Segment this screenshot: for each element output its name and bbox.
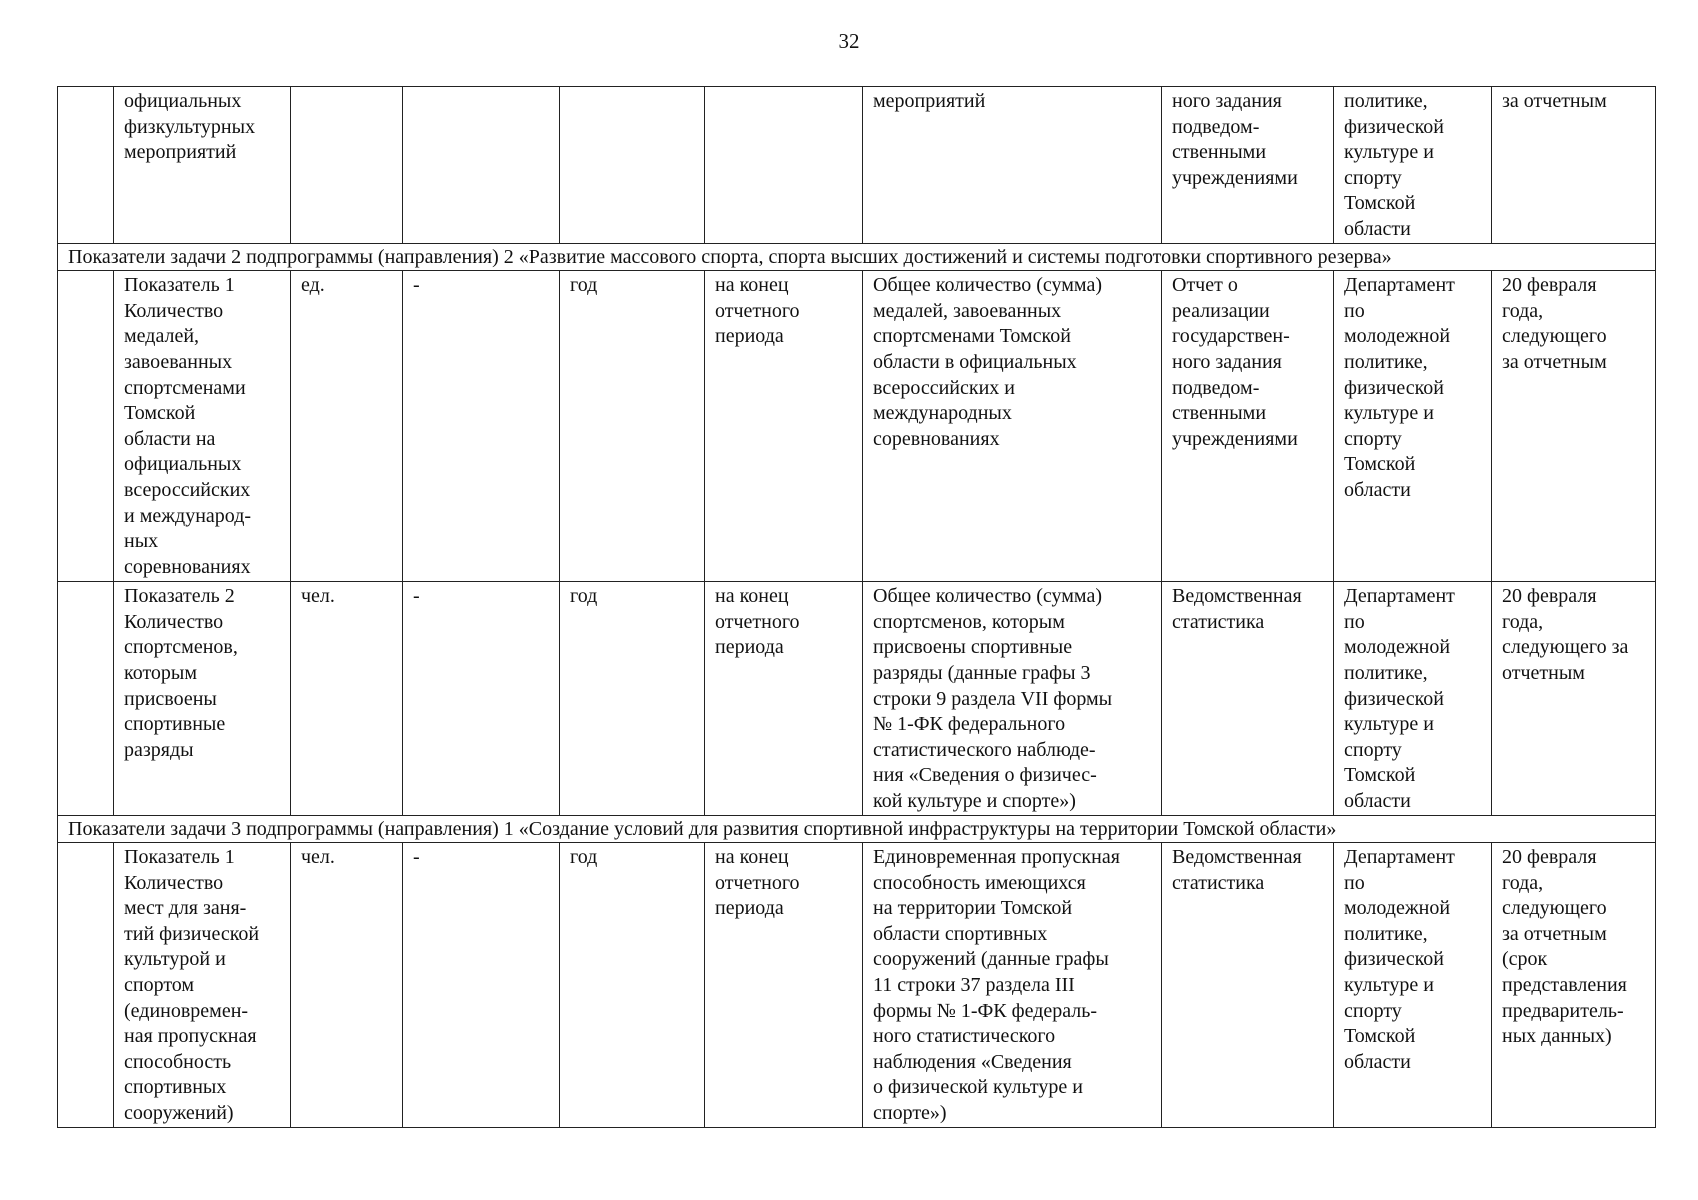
section-title: Показатели задачи 3 подпрограммы (направления) 1 «Создание условий для развития спортивной инфраструктуры на территории Томской области» <box>58 815 1656 843</box>
periodicity-cell: год <box>560 843 705 1128</box>
section-title: Показатели задачи 2 подпрограммы (направления) 2 «Развитие массового спорта, спорта высших достижений и системы подготовки спортивного резерва» <box>58 243 1656 271</box>
method-cell: Единовременная пропускная способность имеющихся на территории Томской области спортивных сооружений (данные графы 11 строки 37 раздела III формы № 1-ФК федераль- ного статистического наблюдения «Сведения о физической культуре и спорте») <box>863 843 1162 1128</box>
time-cell <box>705 87 863 244</box>
table-row <box>58 582 1656 815</box>
responsible-cell: политике, физической культуре и спорту Томской области <box>1334 87 1492 244</box>
time-cell: на конец отчетного периода <box>705 271 863 582</box>
section-header-row <box>58 815 1656 843</box>
row-number-cell <box>58 843 114 1128</box>
source-cell: Ведомственная статистика <box>1162 582 1334 815</box>
responsible-cell: Департамент по молодежной политике, физической культуре и спорту Томской области <box>1334 271 1492 582</box>
section-header-row <box>58 243 1656 271</box>
row-number-cell <box>58 271 114 582</box>
method-cell: Общее количество (сумма) спортсменов, которым присвоены спортивные разряды (данные графы 3 строки 9 раздела VII формы № 1-ФК федерального статистического наблюде- ния «Сведения о физичес- кой культуре и спорте») <box>863 582 1162 815</box>
table-row <box>58 271 1656 582</box>
indicator-cell: Показатель 1 Количество мест для заня- тий физической культурой и спортом (единовремен- ная пропускная способность спортивных сооружений) <box>114 843 291 1128</box>
periodicity-cell: год <box>560 271 705 582</box>
unit-cell: чел. <box>291 843 403 1128</box>
method-cell: Общее количество (сумма) медалей, завоеванных спортсменами Томской области в официальных всероссийских и международных соревнованиях <box>863 271 1162 582</box>
indicators-table <box>57 86 1656 1128</box>
source-cell: ного задания подведом- ственными учреждениями <box>1162 87 1334 244</box>
row-number-cell <box>58 582 114 815</box>
source-cell: Отчет о реализации государствен- ного задания подведом- ственными учреждениями <box>1162 271 1334 582</box>
indicator-cell: официальных физкультурных мероприятий <box>114 87 291 244</box>
deadline-cell: 20 февраля года, следующего за отчетным <box>1492 271 1656 582</box>
responsible-cell: Департамент по молодежной политике, физической культуре и спорту Томской области <box>1334 582 1492 815</box>
responsible-cell: Департамент по молодежной политике, физической культуре и спорту Томской области <box>1334 843 1492 1128</box>
code-cell: - <box>403 843 560 1128</box>
code-cell: - <box>403 582 560 815</box>
time-cell: на конец отчетного периода <box>705 582 863 815</box>
deadline-cell: 20 февраля года, следующего за отчетным <box>1492 582 1656 815</box>
deadline-cell: за отчетным <box>1492 87 1656 244</box>
row-number-cell <box>58 87 114 244</box>
periodicity-cell <box>560 87 705 244</box>
method-cell: мероприятий <box>863 87 1162 244</box>
table-row <box>58 87 1656 244</box>
unit-cell: ед. <box>291 271 403 582</box>
table-row <box>58 843 1656 1128</box>
deadline-cell: 20 февраля года, следующего за отчетным (срок представления предваритель- ных данных) <box>1492 843 1656 1128</box>
unit-cell: чел. <box>291 582 403 815</box>
code-cell: - <box>403 271 560 582</box>
indicator-cell: Показатель 1 Количество медалей, завоеванных спортсменами Томской области на официальных всероссийских и международ- ных соревнованиях <box>114 271 291 582</box>
code-cell <box>403 87 560 244</box>
time-cell: на конец отчетного периода <box>705 843 863 1128</box>
page-number: 32 <box>838 29 860 53</box>
periodicity-cell: год <box>560 582 705 815</box>
indicator-cell: Показатель 2 Количество спортсменов, которым присвоены спортивные разряды <box>114 582 291 815</box>
source-cell: Ведомственная статистика <box>1162 843 1334 1128</box>
unit-cell <box>291 87 403 244</box>
